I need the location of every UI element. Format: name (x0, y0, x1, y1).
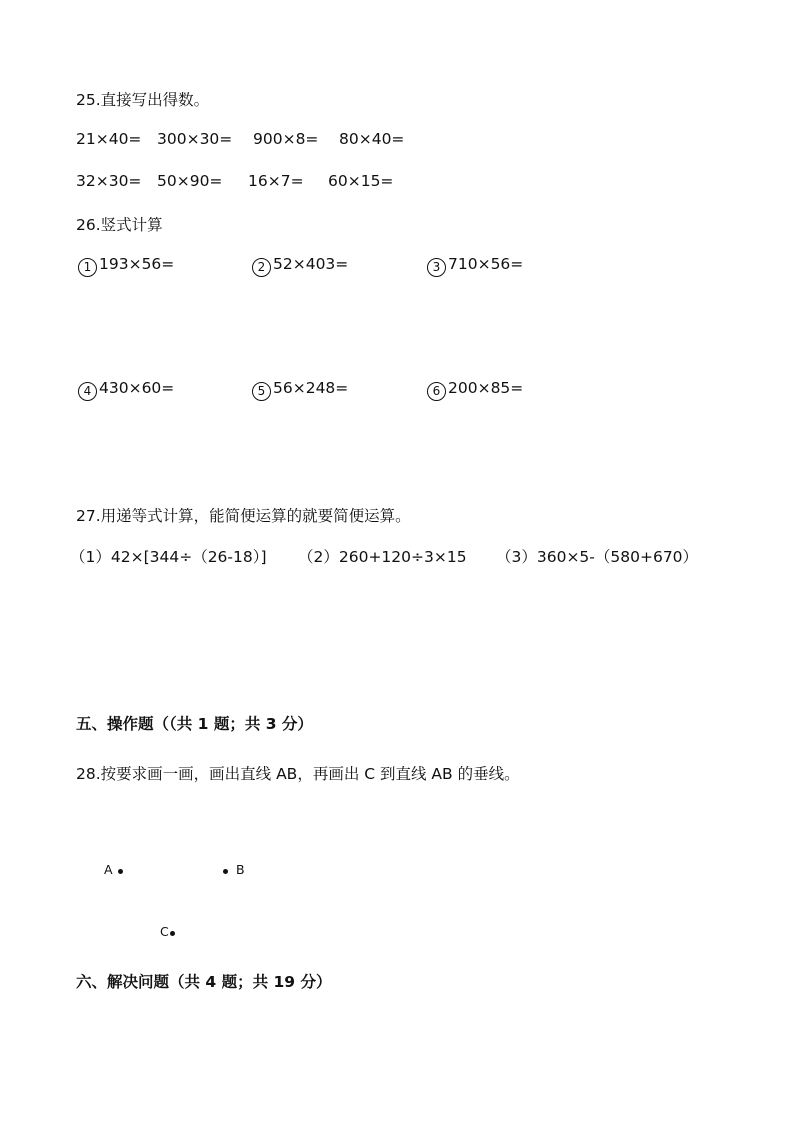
q25-item-4: 80×40= (339, 130, 405, 148)
q26-expr: 430×60= (99, 379, 175, 397)
circled-number: 4 (78, 382, 97, 401)
q26-expr: 56×248= (273, 379, 349, 397)
q26-item-4 (78, 379, 174, 401)
point-a-dot (118, 869, 123, 874)
circled-number: 1 (78, 258, 97, 277)
circled-number: 6 (427, 382, 446, 401)
q27-item-2: （2）260+120÷3×15 (298, 548, 467, 566)
q25-item-1: 21×40= (76, 130, 142, 148)
q26-item-1 (78, 255, 174, 277)
point-b-label: B (236, 862, 245, 877)
q26-expr: 193×56= (99, 255, 175, 273)
q26-item-5 (252, 379, 348, 401)
point-c-dot (170, 931, 175, 936)
circled-number: 3 (427, 258, 446, 277)
q26-expr: 710×56= (448, 255, 524, 273)
section-5-title: 五、操作题（（共 1 题；共 3 分） (76, 715, 313, 733)
q25-item-3: 900×8= (253, 130, 319, 148)
q25-item-5: 32×30= (76, 172, 142, 190)
q27-item-1: （1）42×[344÷（26-18）] (70, 548, 267, 566)
q26-title: 26.竖式计算 (76, 216, 163, 234)
point-c-label: C (160, 924, 169, 939)
q25-item-2: 300×30= (157, 130, 233, 148)
circled-number: 5 (252, 382, 271, 401)
point-a-label: A (104, 862, 113, 877)
circled-number: 2 (252, 258, 271, 277)
q27-item-3: （3）360×5-（580+670） (496, 548, 699, 566)
q28-title: 28.按要求画一画，画出直线 AB，再画出 C 到直线 AB 的垂线。 (76, 765, 520, 783)
q25-item-8: 60×15= (328, 172, 394, 190)
q25-title: 25.直接写出得数。 (76, 91, 210, 109)
point-b-dot (223, 869, 228, 874)
q26-item-2 (252, 255, 348, 277)
q25-item-7: 16×7= (248, 172, 304, 190)
q25-item-6: 50×90= (157, 172, 223, 190)
section-6-title: 六、解决问题（共 4 题；共 19 分） (76, 973, 332, 991)
q26-expr: 52×403= (273, 255, 349, 273)
q26-item-3 (427, 255, 523, 277)
q26-item-6 (427, 379, 523, 401)
q27-title: 27.用递等式计算，能简便运算的就要简便运算。 (76, 507, 411, 525)
q26-expr: 200×85= (448, 379, 524, 397)
